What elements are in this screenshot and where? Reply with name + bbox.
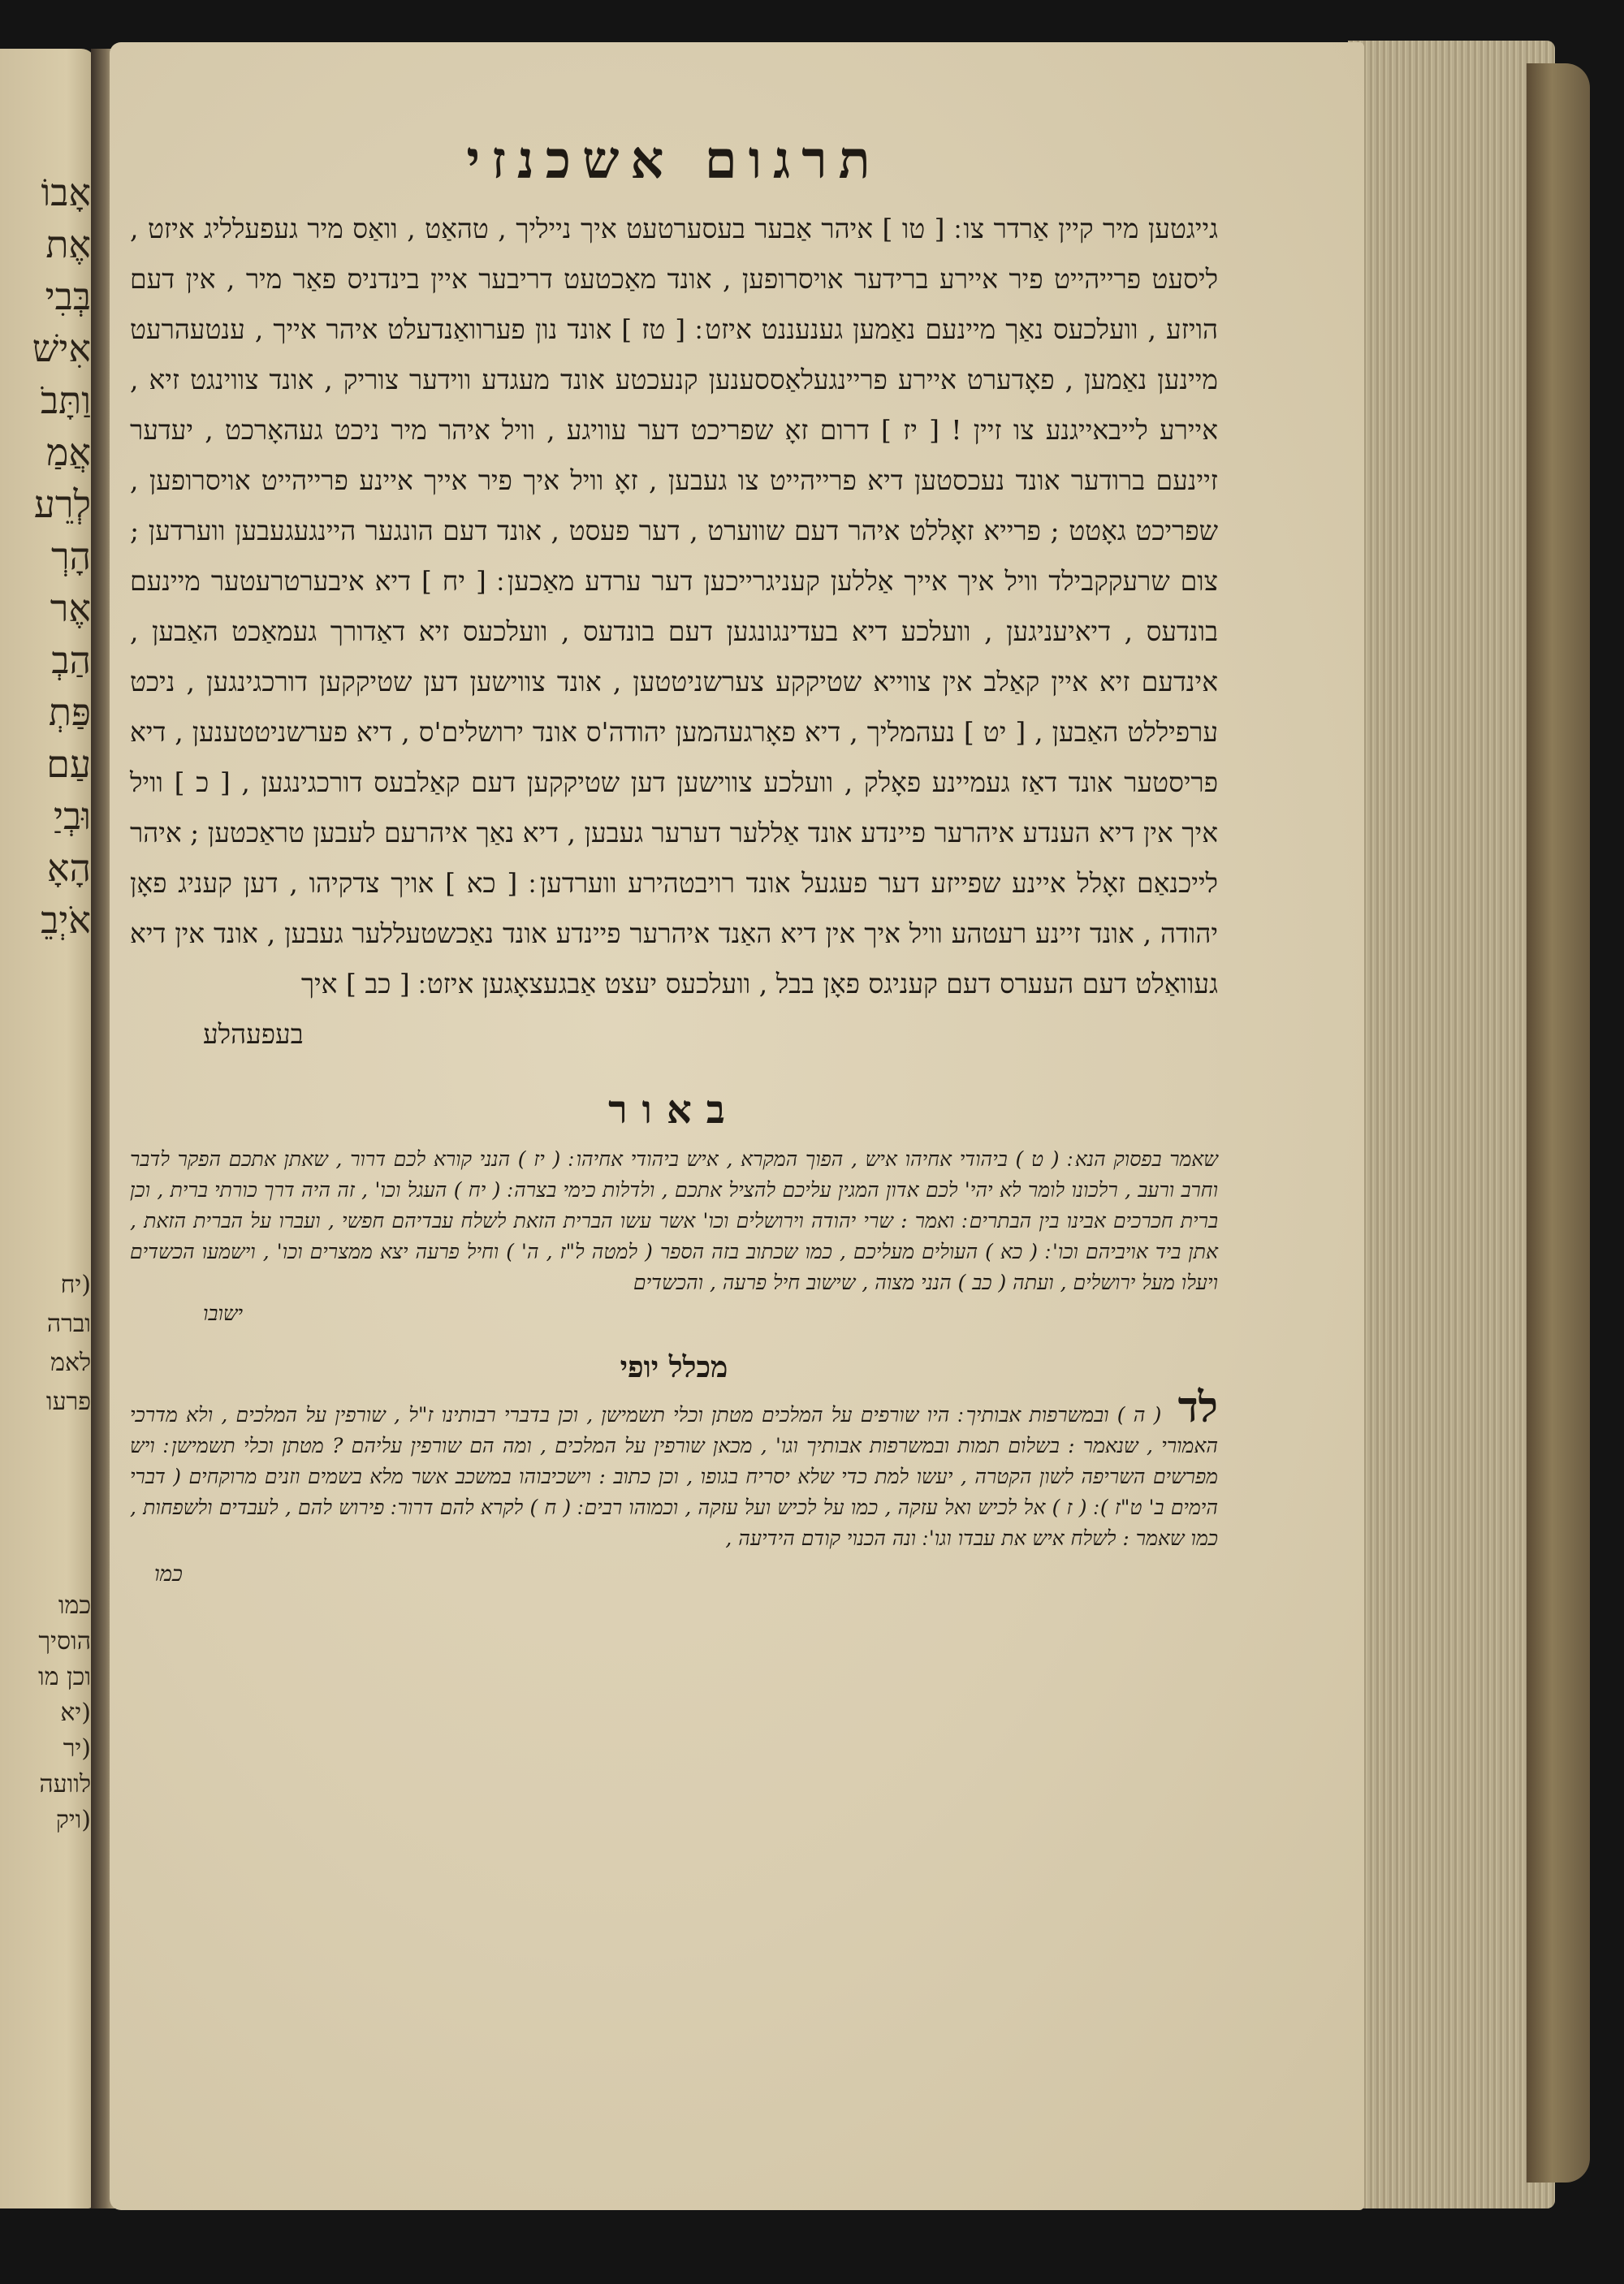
left-page-fragment: וּבְיַ: [54, 794, 91, 838]
left-page-fragment: לוועה: [39, 1770, 91, 1798]
left-page-fragment: כמו: [58, 1591, 91, 1620]
left-page-fragment: אֶר: [50, 586, 91, 630]
running-header: תרגום אשכנזי: [466, 130, 882, 191]
left-page-fragment: פרעו: [45, 1388, 91, 1416]
left-page-fragment: הַבְ: [51, 638, 91, 682]
left-page-fragment: בְּבִי: [45, 274, 91, 318]
left-page-fragment: אֹיְבֵ: [41, 898, 91, 942]
section-title-biur: באור: [608, 1087, 740, 1133]
left-page-fragment: אֲמַ: [46, 430, 91, 474]
left-page-fragment: הָרְ: [50, 534, 91, 578]
chapter-number: לד: [1177, 1383, 1218, 1432]
left-page-fragment: (יא: [60, 1699, 91, 1727]
left-page-fragment: לאמ: [50, 1349, 91, 1377]
left-page-fragment: (יר: [63, 1734, 91, 1763]
main-translation-text: [130, 204, 1218, 1060]
left-page-fragment: הָאָ: [46, 846, 91, 890]
left-page: [0, 49, 96, 2208]
commentary-body: שאמר בפסוק הנא ׃ ( ט ) ביהודי אחיהו איש , הפוך המקרא , איש ביהודי אחיהו ׃ ( יז ) הנני קורא לכם דרור , שאתן אתכם הפקר לדבר וחרב ורעב , רלכונו לומר לא יהי' לכם אדון המגין עליכם להציל אתכם , ולדלות כימי בצרה ׃ ( יח ) העגל וכו' , זה היה דרך כורתי ברית , וכן ברית חכרכים אבינו בין הבתרים ׃ ואמר : שרי יהודה וירושלים וכו' אשר עשו הברית הזאת לשלח עבדיהם חפשי , ועברו על הברית הזאת , אתן ביד אויביהם וכו' ׃ ( כא ) העולים מעליכם , כמו שכתוב בזה הספר ( למטה ל"ז , ה' ) וחיל פרעה יצא ממצרים וכו' , וישמעו הכשדים ויעלו מעל ירושלים , ועתה ( כב ) הנני מצוה , שישוב חיל פרעה , והכשדים: [130, 1147, 1218, 1294]
left-page-fragment: עַם: [46, 742, 91, 786]
left-page-fragment: (ויק: [55, 1806, 91, 1834]
left-page-fragment: אִישׁ: [32, 326, 91, 370]
left-page-fragment: וכן מו: [38, 1663, 91, 1691]
commentary-catchword: ישובו: [203, 1302, 244, 1325]
left-page-fragment: הוסיך: [38, 1627, 91, 1656]
main-text-body: גייגטען מיר קיין אַרדר צו ׃ [ טו ] איהר אַבער בעסערטעט איך נייליך , טהאַט , וואַס מיר געפעלליג איזט , ליסעט פרייהייט פיר איירע ברידער אויסרופען , אונד מאַכטעט דריבער איין בינדניס פאַר מיר , אין דעם הויזע , וועלכעס נאַך מיינעם נאַמען גענעננט איזט ׃ [ טז ] אונד נון פערוואַנדעלט איהר אייך , ענטעהרעט מיינען נאַמען , פאָדערט איירע פריינגעלאַססענען קנעכטע אונד מעגדע ווידער צוריק , אונד צווינגט זיא , איירע לייבאייגנע צו זיין ! [ יז ] דרום זאָ שפריכט דער עוויגע , וויל איהר מיר ניכט געהאָרכט , יעדער זיינעם ברודער אונד נעכסטען דיא פרייהייט צו געבען , זאָ וויל איך פיר אייך איינע פרייהייט אויסרופען , שפריכט גאָטט ; פרייא זאָללט איהר דעם שווערט , דער פעסט , אונד דעם הונגער היינגעגעבען ווערדען ; צום שרעקקבילד וויל איך אייך אַללען קעניגרייכען דער ערדע מאַכען ׃ [ יח ] דיא איבערטרעטער מיינעם בונדעס , דיאיעניגען , וועלכע דיא בעדינגונגען דעם בונדעס , וועלכעס זיא דאַדורך געמאַכט האַבען , אינדעם זיא איין קאַלב אין צווייא שטיקקע צערשניטטען , אונד צווישען דען שטיקקען דורכגינגען , ניכט ערפיללט האַבען , [ יט ] נעהמליך , דיא פאָרגעהמען יהודה'ס אונד ירושלים'ס , דיא פערשניטטענען , דיא פריסטער אונד דאַז געמיינע פאָלק , וועלכע צווישען דען שטיקקען דעם קאַלבעס דורכגינגען , [ כ ] וויל איך אין דיא הענדע איהרער פיינדע אונד אַללער דערער געבען , דיא נאַך איהרעם לעבען טראַכטען ; איהר לייכנאַם זאָלל איינע שפייזע דער פעגעל אונד רויבטהירע ווערדען ׃ [ כא ] אויך צדקיהו , דען קעניג פאָן יהודה , אונד זיינע רעטהע וויל איך אין דיא האַנד איהרער פיינדע אונד נאַכשטעללער געבען , אונד אין דיא געוואַלט דעם העערס דעם קעניגס פאָן בבל , וועלכעס יעצט אַבגעצאָגען איזט ׃ [ כב ] איך: [130, 213, 1218, 1000]
page-edges: [1348, 41, 1555, 2208]
left-page-fragment: אָבוֹ: [41, 171, 91, 214]
mikhlal-commentary: [130, 1383, 1218, 1590]
left-page-fragment: וברה: [46, 1310, 91, 1338]
left-page-fragment: וַתָּבֹ: [41, 378, 91, 422]
book-cover-edge: [1527, 63, 1590, 2183]
mikhlal-body: ( ה ) ובמשרפות אבותיך ׃ היו שורפים על המלכים מטתן וכלי תשמישן , וכן בדברי רבותינו ז"ל , שורפין על המלכים , ולא מדרכי האמורי , שנאמר : בשלום תמות ובמשרפות אבותיך וגו' , מכאן שורפין על המלכים , ומה הם שורפין עליהם ? מטתן וכלי תשמישן ׃ ויש מפרשים השריפה לשון הקטרה , יעשו למת כדי שלא יסריח בגופו , וכן כתוב : וישכיבוהו במשכב אשר מלא בשמים וזנים מרוקחים ( דברי הימים ב' ט"ז ) ׃ ( ז ) אל לכיש ואל עזקה , כמו על לכיש ועל עזקה , וכמוהו רבים ׃ ( ח ) לקרא להם דרור ׃ פירוש להם , לעבדים ולשפחות , כמו שאמר : לשלח איש את עבדו וגו' ׃ ונה הכנוי קודם הידיעה ,: [130, 1403, 1218, 1550]
biur-commentary: [130, 1144, 1218, 1329]
page-catchword: כמו: [154, 1562, 183, 1587]
page-content: [130, 130, 1218, 1590]
main-catchword: בעפעהלע: [203, 1018, 304, 1050]
left-page-fragment: (יח: [60, 1271, 91, 1299]
left-page-fragment: לְרֵע: [33, 482, 91, 526]
left-page-fragment: אֶת: [45, 222, 91, 266]
section-title-mikhlal: מכלל יופי: [620, 1350, 728, 1384]
left-page-fragment: פַּתְ: [48, 690, 91, 734]
